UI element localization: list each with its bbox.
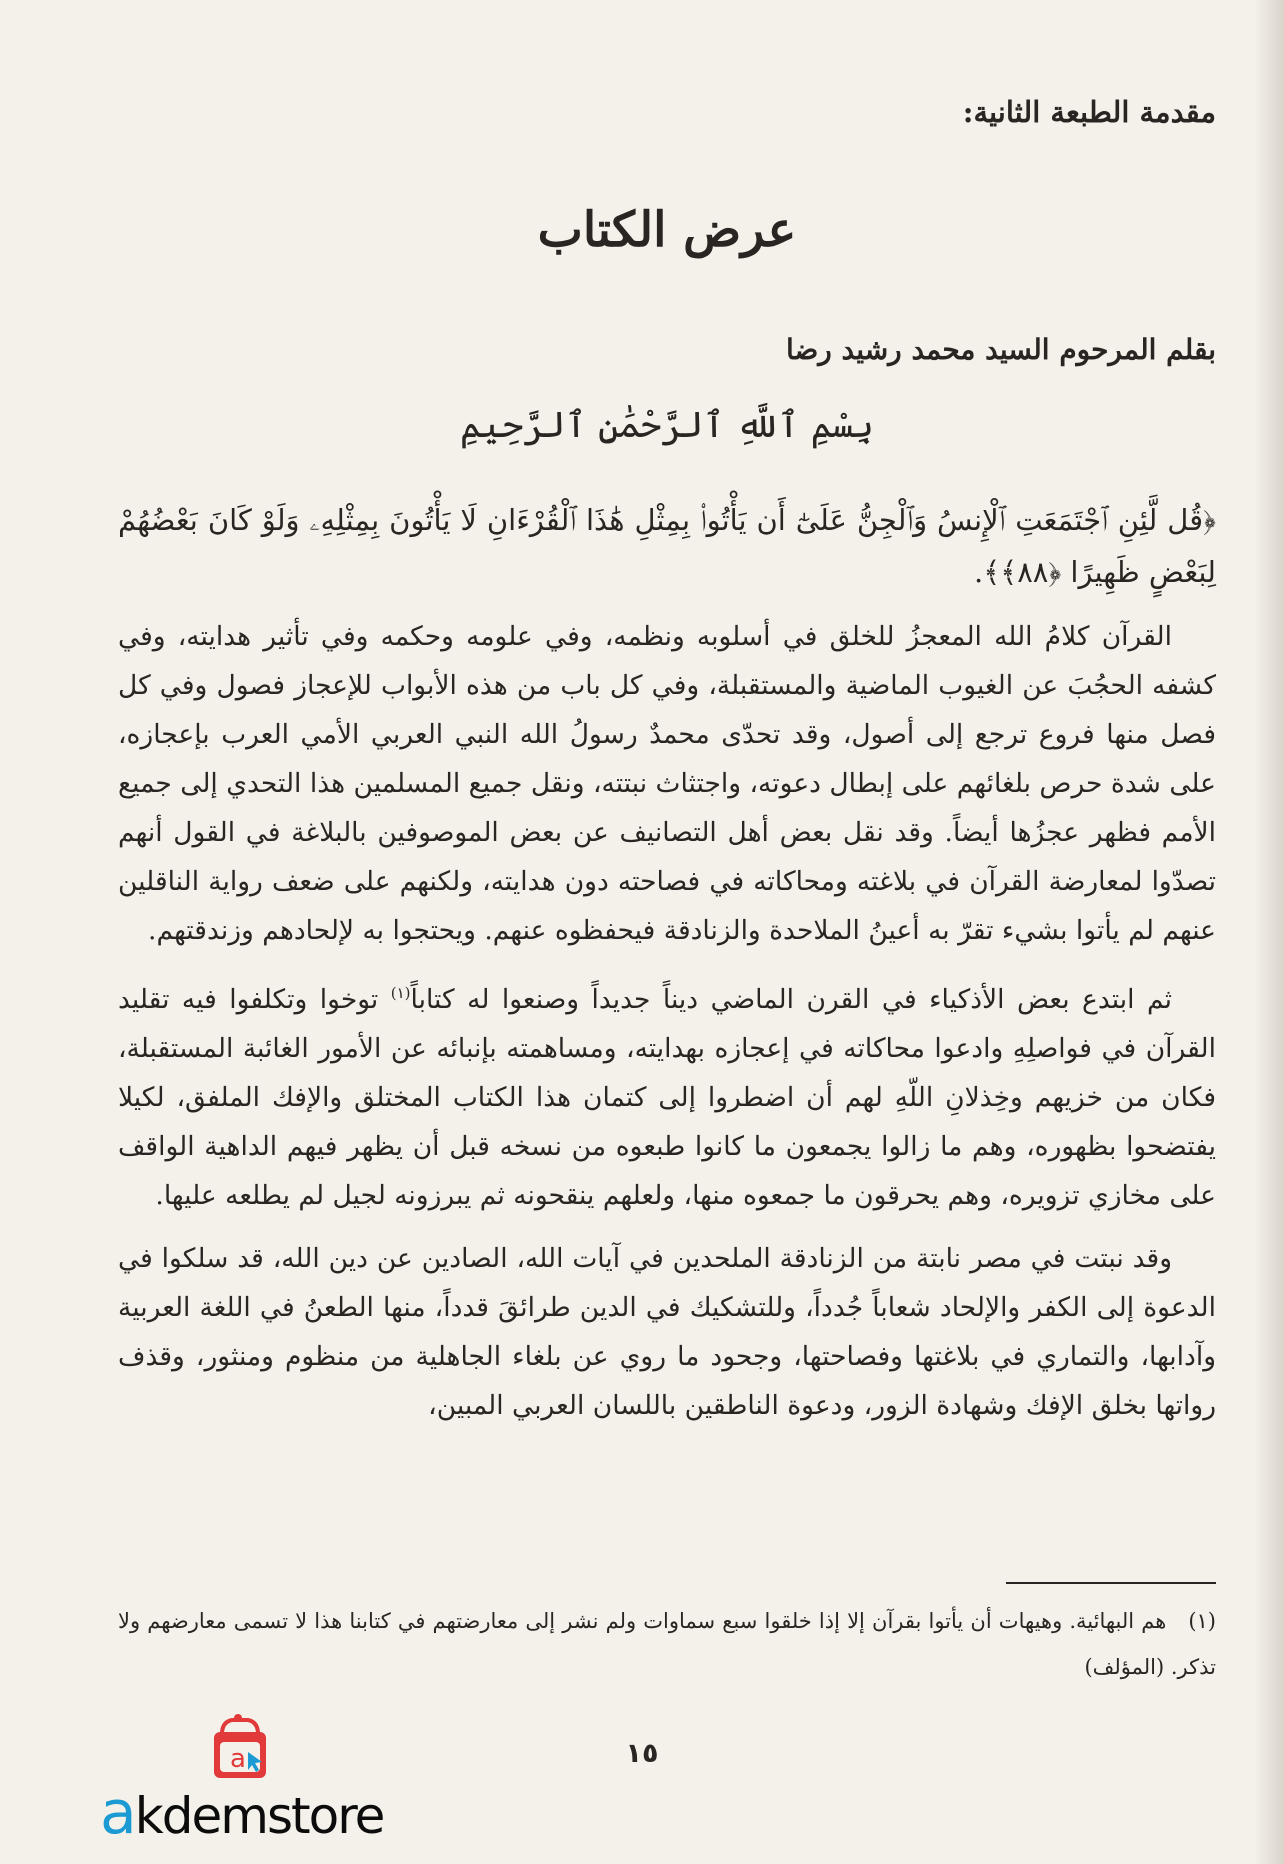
brand-name: kdemstore bbox=[134, 1787, 384, 1845]
page-number: ١٥ bbox=[625, 1738, 659, 1769]
store-watermark bbox=[100, 1712, 400, 1852]
page-edge bbox=[1254, 0, 1284, 1864]
paragraph-2 bbox=[118, 969, 1216, 1220]
paragraph-1: القرآن كلامُ الله المعجزُ للخلق في أسلوبه ونظمه، وفي علومه وحكمه وفي تأثير هدايته، وفي كشفه الحجُبَ عن الغيوب الماضية والمستقبلة، وفي كل باب من هذه الأبواب للإعجاز فصول وفي كل فصل منها فروع ترجع إلى أصول، وقد تحدّى محمدٌ رسولُ الله النبي العربي الأمي العرب بإعجازه، على شدة حرص بلغائهم على إبطال دعوته، واجتثاث نبتته، ونقل جميع المسلمين هذا التحدي إلى جميع الأمم فظهر عجزُها أيضاً. وقد نقل بعض أهل التصانيف عن بعض الموصوفين بالبلاغة في القول أنهم تصدّوا لمعارضة القرآن في بلاغته ومحاكاته في فصاحته دون هدايته، ولكنهم على ضعف رواية الناقلين عنهم لم يأتوا بشيء تقرّ به أعينُ الملاحدة والزنادقة فيحفظوه عنهم. ويحتجوا به لإلحادهم وزندقتهم. bbox=[118, 621, 1216, 946]
basmala: بِسْمِ ٱللَّهِ ٱلرَّحْمَٰنِ ٱلرَّحِيمِ bbox=[459, 405, 875, 446]
brand-logo-text bbox=[100, 1778, 383, 1848]
shopping-bag-icon bbox=[208, 1712, 272, 1786]
author-line: بقلم المرحوم السيد محمد رشيد رضا bbox=[785, 333, 1216, 366]
page-title: عرض الكتاب bbox=[537, 202, 797, 258]
paragraph-2-part-2: توخوا وتكلفوا فيه تقليد القرآن في فواصلِهِ وادعوا محاكاته في إعجازه بهدايته، ومساهمته بإنبائه عن الأمور الغائبة المستقبلة، فكان من خزيهم وخِذلانِ اللّهِ لهم أن اضطروا إلى كتمان هذا الكتاب المختلق والإفك الملفق، لكيلا يفتضحوا بظهوره، وهم ما زالوا يجمعون ما كانوا طبعوه من نسخه قبل أن يظهر فيهم الداهية الواقف على مخازي تزويره، وهم يحرقون ما جمعوه منها، ولعلهم ينقحونه ثم يبرزونه لجيل لم يطلعه عليها. bbox=[118, 983, 1216, 1211]
footnote-mark: (١) bbox=[1188, 1609, 1216, 1633]
brand-first-letter: a bbox=[100, 1778, 135, 1848]
icon-letter: a bbox=[230, 1744, 246, 1774]
footnote-text: هم البهائية. وهيهات أن يأتوا بقرآن إلا إذا خلقوا سبع سماوات ولم نشر إلى معارضتهم في كتابنا هذا لا تسمى معارضهم ولا تذكر. (المؤلف) bbox=[118, 1609, 1216, 1679]
paragraph-2-part-1: ثم ابتدع بعض الأذكياء في القرن الماضي ديناً جديداً وصنعوا له كتاباً bbox=[410, 983, 1172, 1015]
footnote-divider bbox=[1006, 1582, 1216, 1584]
quran-verse: ﴿قُل لَّئِنِ ٱجْتَمَعَتِ ٱلْإِنسُ وَٱلْجِنُّ عَلَىٰٓ أَن يَأْتُوا۟ بِمِثْلِ هَٰذَا ٱلْقُرْءَانِ لَا يَأْتُونَ بِمِثْلِهِۦ وَلَوْ كَانَ بَعْضُهُمْ لِبَعْضٍ ظَهِيرًا ﴿٨٨﴾﴾. bbox=[118, 503, 1216, 589]
section-label: مقدمة الطبعة الثانية: bbox=[962, 95, 1216, 129]
paragraph-3: وقد نبتت في مصر نابتة من الزنادقة الملحدين في آيات الله، الصادين عن دين الله، قد سلكوا في الدعوة إلى الكفر والإلحاد شعاباً جُدداً، وللتشكيك في الدين طرائقَ قدداً، منها الطعنُ في اللغة العربية وآدابها، والتماري في بلاغتها وفصاحتها، وجحود ما روي عن بلغاء الجاهلية من منظوم ومنثور، وقذف رواتها بخلق الإفك وشهادة الزور، ودعوة الناطقين باللسان العربي المبين، bbox=[118, 1242, 1216, 1421]
footnote bbox=[118, 1598, 1216, 1690]
body-text bbox=[118, 612, 1216, 1444]
footnote-reference[interactable]: (١) bbox=[390, 984, 411, 1002]
